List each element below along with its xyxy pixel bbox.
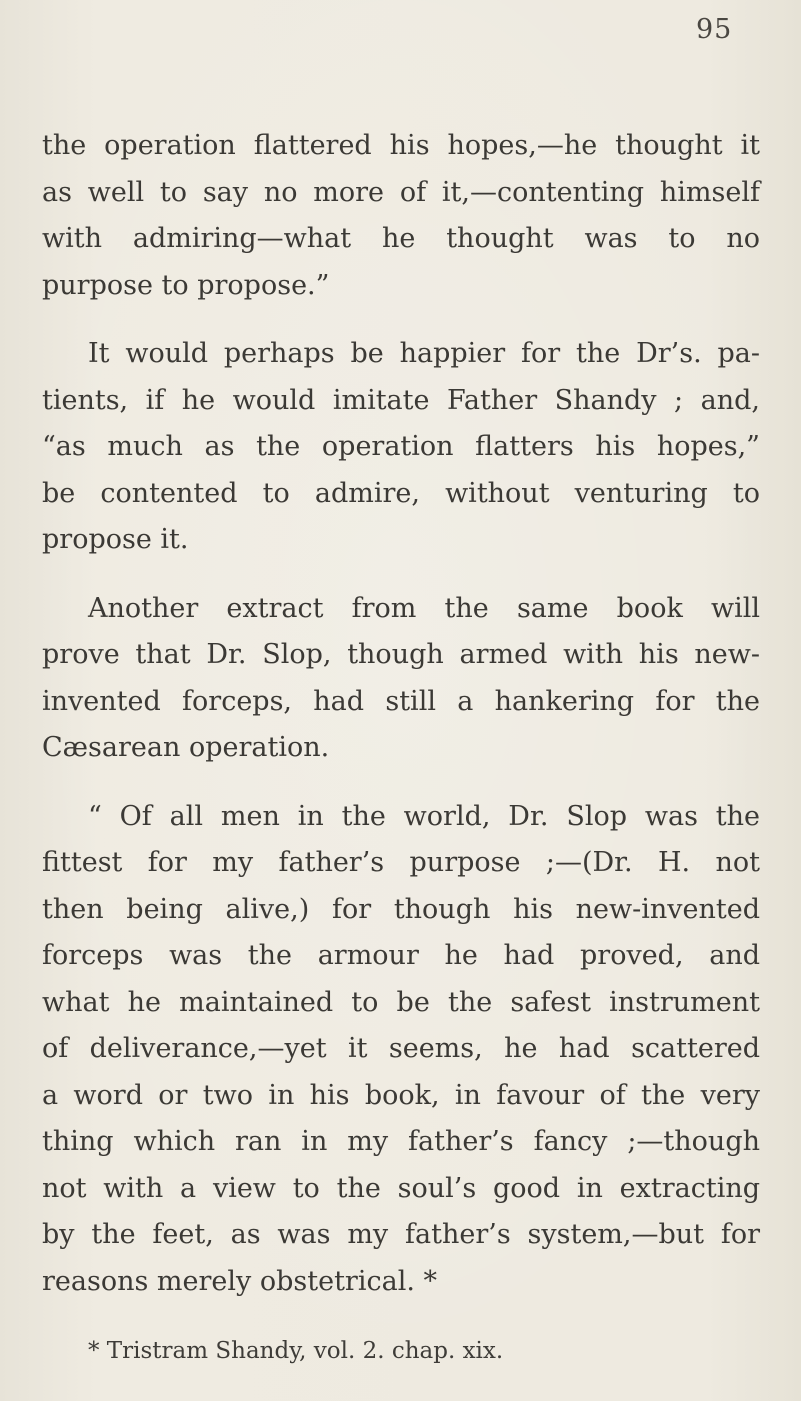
text-line: as well to say no more of it,—contenting himself (42, 176, 760, 208)
text-line: by the feet, as was my father’s system,—but for (42, 1219, 760, 1250)
text-line: reasons merely obstetrical. * (42, 1265, 437, 1297)
text-line: a word or two in his book, in favour of the very (42, 1079, 760, 1111)
text-line: tients, if he would imitate Father Shandy ; and, (42, 384, 760, 416)
footnote: * Tristram Shandy, vol. 2. chap. xix. (88, 1338, 504, 1364)
text-line: Cæsarean operation. (42, 732, 330, 763)
text-line: what he maintained to be the safest instrument (42, 986, 760, 1018)
text-line: propose it. (42, 524, 189, 555)
text-line: thing which ran in my father’s fancy ;—though (42, 1126, 760, 1157)
text-line: “ Of all men in the world, Dr. Slop was the (88, 800, 760, 832)
text-line: forceps was the armour he had proved, and (42, 940, 760, 971)
text-line: not with a view to the soul’s good in extracting (42, 1172, 760, 1204)
text-line: with admiring—what he thought was to no (42, 223, 760, 254)
page-number: 95 (696, 14, 733, 45)
text-line: purpose to propose.” (42, 269, 330, 301)
text-line: invented forceps, had still a hankering for the (42, 685, 760, 717)
text-line: be contented to admire, without venturing to (42, 477, 760, 509)
text-line: fittest for my father’s purpose ;—(Dr. H. not (42, 847, 760, 878)
text-line: Another extract from the same book will (88, 592, 760, 624)
text-line: of deliverance,—yet it seems, he had scattered (42, 1033, 760, 1064)
text-line: then being alive,) for though his new-invented (42, 893, 760, 925)
text-line: “as much as the operation flatters his hopes,” (42, 431, 760, 462)
text-line: prove that Dr. Slop, though armed with his new- (42, 639, 760, 670)
text-line: the operation flattered his hopes,—he thought it (42, 130, 760, 161)
text-line: It would perhaps be happier for the Dr’s. pa- (88, 338, 760, 369)
